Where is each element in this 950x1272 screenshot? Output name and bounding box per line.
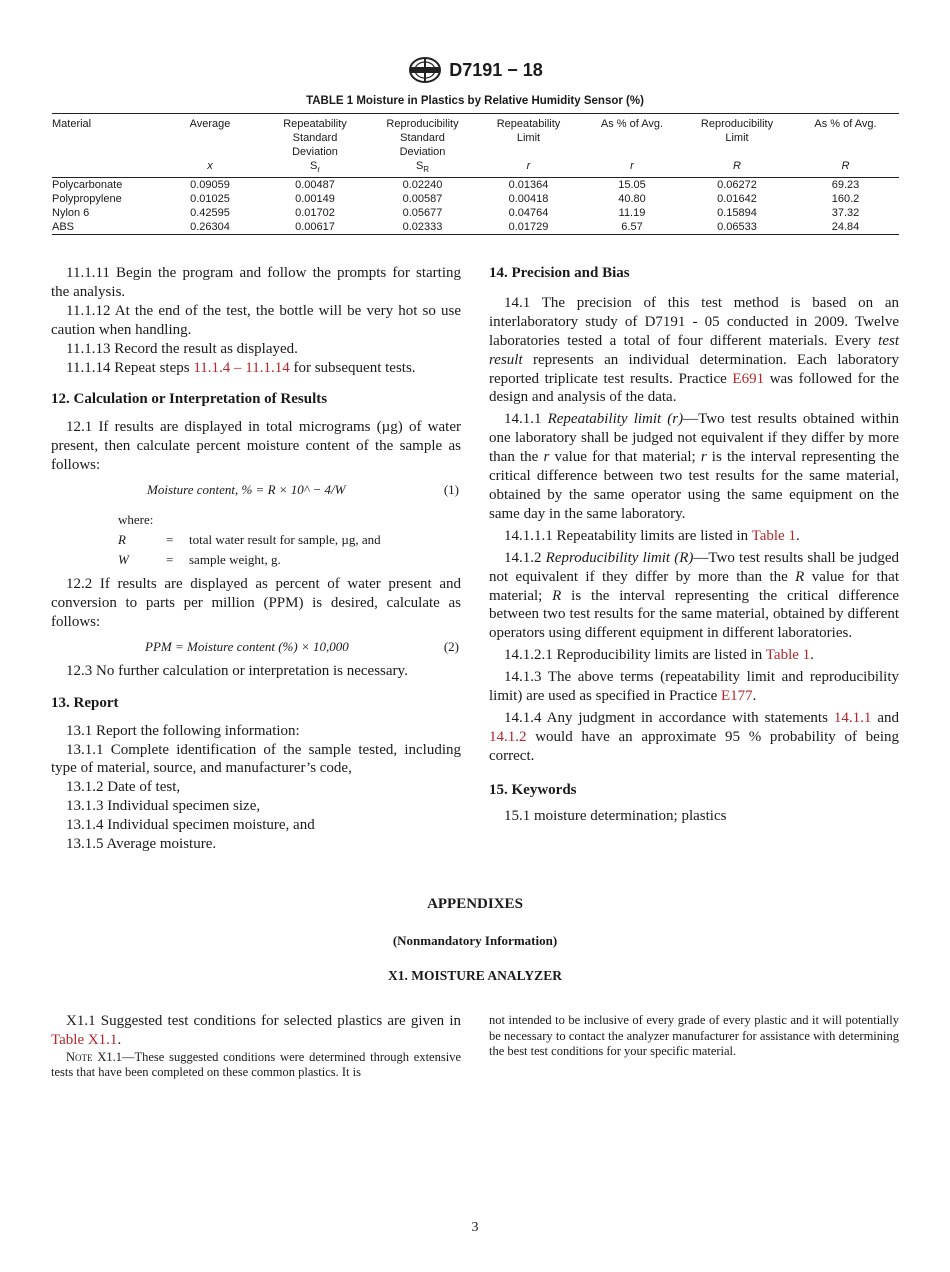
table-header-line: Deviation	[399, 146, 446, 158]
para-14-1-1-1-tail: .	[795, 527, 800, 544]
para-12-3: 12.3 No further calculation or interpretation is necessary.	[66, 662, 408, 679]
table-header-line: Limit	[516, 132, 541, 144]
equation-1-number: (1)	[443, 482, 459, 498]
table-symbol-cell: r	[475, 159, 582, 178]
table-cell: 0.01702	[295, 207, 335, 220]
table-symbol-cell: $S_r$	[260, 159, 370, 178]
section-14-heading: 14. Precision and Bias	[489, 265, 630, 281]
term-reproducibility-limit: Reproducibility limit (R)	[545, 549, 694, 566]
table-cell: 15.05	[618, 179, 646, 192]
table-row	[52, 220, 899, 235]
equation-2-expression: PPM = Moisture content (%) × 10,000	[145, 638, 349, 654]
para-12-2: 12.2 If results are displayed as percent of water present and conversion to parts per million (PPM) is desired, calculate as follows:	[51, 576, 461, 630]
table-row	[52, 178, 899, 193]
symbol-r: r	[543, 449, 550, 466]
table-header-cell	[52, 114, 160, 160]
para-14-1-2	[489, 549, 899, 644]
section-12-heading: 12. Calculation or Interpretation of Results	[51, 391, 328, 408]
equation-1-expression: Moisture content, % = R × 10^ − 4/W	[147, 482, 346, 498]
table-row	[52, 192, 899, 206]
table-header-line: Standard	[292, 132, 338, 144]
table-cell: 0.01642	[717, 193, 757, 206]
appendix-left-column	[51, 1012, 461, 1081]
appendix-x1-heading: X1. MOISTURE ANALYZER	[388, 968, 562, 983]
para-11-1-13: 11.1.13 Record the result as displayed.	[66, 340, 298, 357]
para-14-1-4	[489, 709, 899, 766]
para-12-1: 12.1 If results are displayed in total micrograms (µg) of water present, then calculate percent moisture content of the sample as follows:	[51, 419, 461, 474]
table-cell: Polypropylene	[52, 193, 122, 206]
table-cell: 6.57	[582, 220, 682, 235]
table-cell: 0.04764	[508, 207, 549, 220]
page-header	[0, 56, 950, 84]
para-14-1-1-text-b: value for that material;	[549, 449, 701, 466]
table-symbol-cell: R	[792, 159, 899, 178]
note-x1-1	[51, 1050, 461, 1081]
para-14-1-1-1	[489, 527, 899, 546]
para-11-1-11: 11.1.11 Begin the program and follow the prompts for starting the analysis.	[51, 265, 461, 300]
table-header-cell	[792, 114, 899, 160]
note-text: X1.1—These suggested conditions were determined through extensive tests that have been completed on these common plastics. It is	[51, 1049, 461, 1080]
table-cell: 160.2	[831, 193, 860, 206]
para-14-1-2-num: 14.1.2	[504, 549, 546, 566]
where-definition: total water result for sample, µg, and	[189, 532, 381, 548]
document-designation: D7191 − 18	[449, 59, 543, 80]
equation-2-number: (2)	[443, 638, 459, 654]
where-block	[51, 510, 461, 570]
table-header-line: Standard	[400, 132, 445, 144]
table-caption: TABLE 1 Moisture in Plastics by Relative Humidity Sensor (%)	[306, 95, 644, 107]
para-13-1-5: 13.1.5 Average moisture.	[66, 836, 217, 853]
para-14-1-1-text-c: is the interval representing the critical difference between two test results for the same material, obtained by the same operator using the same equipment on the same day in the same laboratory.	[489, 449, 899, 522]
table-header-line: Limit	[725, 132, 749, 144]
where-symbol: R	[118, 532, 126, 548]
left-column	[51, 264, 461, 854]
symbol-R: R	[795, 568, 805, 585]
para-14-1-3-text: 14.1.3 The above terms (repeatability limit and reproducibility limit) are used as specified in Practice	[489, 669, 899, 705]
table-cell: 0.15894	[717, 207, 757, 220]
where-equals: =	[166, 532, 174, 548]
table-cell: 40.80	[618, 193, 646, 206]
table-header-line: As % of Avg.	[600, 118, 664, 130]
para-11-1-12: 11.1.12 At the end of the test, the bottle will be very hot so use caution when handling.	[51, 302, 461, 338]
appendixes-title: APPENDIXES	[427, 896, 523, 912]
para-11-1-14-text: 11.1.14 Repeat steps	[66, 359, 194, 376]
para-14-1-2-1-text: 14.1.2.1 Reproducibility limits are listed in	[504, 647, 766, 664]
link-table-1[interactable]: Table 1	[765, 647, 811, 664]
symbol-r: r	[700, 449, 707, 466]
para-11-1-14-tail: for subsequent tests.	[289, 359, 416, 376]
para-x1-1-text: X1.1 Suggested test conditions for selected plastics are given in	[66, 1013, 461, 1029]
table-cell: Polycarbonate	[52, 179, 123, 192]
table-cell: 0.01364	[508, 179, 549, 192]
para-14-1-2-text-b: value for that material;	[489, 568, 899, 604]
para-14-1-3-tail: .	[752, 688, 757, 705]
table-cell: 0.09059	[190, 179, 230, 192]
para-13-1-2: 13.1.2 Date of test,	[66, 779, 181, 796]
table-header-line: Repeatability	[496, 118, 561, 130]
para-13-1-4: 13.1.4 Individual specimen moisture, and	[66, 817, 315, 834]
table-header-line: Deviation	[292, 146, 338, 158]
table-cell: 0.06272	[717, 179, 757, 192]
equation-2	[51, 638, 461, 657]
para-x1-1-tail: .	[117, 1031, 122, 1048]
table-header-line: As % of Avg.	[814, 118, 877, 130]
para-14-1-1	[489, 410, 899, 523]
para-14-1-1-num: 14.1.1	[504, 411, 548, 428]
table-body	[52, 178, 899, 235]
link-14-1-1[interactable]: 14.1.1	[833, 709, 872, 726]
table-cell: 37.32	[831, 207, 860, 220]
para-11-1-14	[51, 359, 461, 378]
table-cell: 69.23	[831, 179, 860, 192]
link-table-1[interactable]: Table 1	[751, 527, 796, 544]
para-14-1-2-text-c: is the interval representing the critical difference between two test results for the same material, obtained by different operators using different equipment in different laboratories.	[489, 587, 899, 642]
table-symbol-cell: $S_R$	[370, 159, 475, 178]
link-table-x1-1[interactable]: Table X1.1	[51, 1031, 118, 1048]
symbol-R: R	[552, 587, 562, 604]
table-cell: Nylon 6	[52, 207, 90, 220]
table-cell: 0.42595	[190, 207, 230, 220]
para-14-1-1-1-text: 14.1.1.1 Repeatability limits are listed in	[504, 527, 752, 544]
table-header-line: Reproducibility	[700, 118, 774, 130]
para-14-1-1-text: —Two test results obtained within one laboratory shall be judged not equivalent if they differ by more than the	[489, 411, 899, 466]
table-header-row	[52, 114, 899, 160]
where-equals: =	[166, 552, 174, 568]
link-e691[interactable]: E691	[732, 370, 765, 387]
table-header-line: Average	[189, 118, 231, 130]
link-steps-11-1-4[interactable]: 11.1.4 – 11.1.14	[193, 359, 290, 376]
table-cell: 0.02333	[370, 220, 475, 235]
table-cell: 11.19	[618, 207, 646, 220]
table-header-line: Material	[52, 118, 92, 130]
table-symbol-cell: R	[682, 159, 792, 178]
para-14-1-text: 14.1 The precision of this test method is based on an interlaboratory study of D7191 - 05 conducted in 2009. Twelve laboratories tested a total of four different materials. Every	[489, 294, 899, 349]
para-13-1-1: 13.1.1 Complete identification of the sample tested, including type of material, source, and manufacturer’s code,	[51, 741, 461, 777]
moisture-table	[52, 113, 899, 235]
appendixes-subtitle: (Nonmandatory Information)	[392, 933, 558, 948]
term-test-result: test result	[489, 332, 899, 368]
note-continuation: not intended to be inclusive of every grade of every plastic and it will potentially be necessary to contact the analyzer manufacturer for assistance with determining the best test conditions for your specific material.	[489, 1013, 899, 1058]
para-13-1-3: 13.1.3 Individual specimen size,	[66, 798, 261, 815]
para-14-1-4-text: 14.1.4 Any judgment in accordance with statements	[504, 709, 834, 726]
para-14-1-2-1-tail: .	[810, 647, 814, 664]
table-header-cell	[160, 114, 260, 160]
section-13-heading: 13. Report	[51, 694, 119, 711]
para-14-1-2-text: —Two test results shall be judged not equivalent if they differ by more than the	[489, 549, 899, 585]
para-14-1-text-c: was followed for the design and analysis of the data.	[489, 370, 899, 406]
table-cell: 0.00149	[295, 193, 335, 206]
where-definition: sample weight, g.	[189, 552, 281, 568]
table-header-line: Reproducibility	[386, 118, 459, 130]
para-14-1-text-b: represents an individual determination. Each laboratory reported triplicate test results. Practice	[489, 351, 899, 387]
table-symbol-cell: r	[582, 159, 682, 178]
equation-1	[51, 481, 461, 500]
table-header-cell	[582, 114, 682, 160]
table-cell: 0.00487	[295, 179, 335, 192]
table-symbol-cell: x	[160, 159, 260, 178]
table-cell: 0.00418	[508, 193, 549, 206]
table-cell: 0.02240	[402, 179, 443, 192]
table-cell: 0.01025	[190, 193, 230, 206]
link-e177[interactable]: E177	[721, 688, 753, 705]
table-symbol-row	[52, 159, 899, 178]
table-row	[52, 206, 899, 220]
right-column	[489, 264, 899, 825]
where-row-r	[51, 530, 461, 550]
table-header-cell	[475, 114, 582, 160]
para-14-1-2-1	[489, 646, 899, 665]
term-repeatability-limit: Repeatability limit (r)	[547, 411, 684, 428]
astm-logo	[407, 56, 443, 84]
section-15-heading: 15. Keywords	[489, 781, 577, 798]
table-symbol-cell	[52, 159, 160, 178]
where-row-w	[51, 550, 461, 570]
table-cell: 0.00617	[260, 220, 370, 235]
table-cell: 0.06533	[682, 220, 792, 235]
para-14-1	[489, 294, 899, 407]
para-15-1: 15.1 moisture determination; plastics	[504, 807, 727, 824]
table-header-cell	[370, 114, 475, 160]
para-13-1: 13.1 Report the following information:	[66, 722, 300, 739]
para-14-1-3	[489, 668, 899, 706]
where-symbol: W	[118, 552, 129, 568]
para-14-1-4-tail: would have an approximate 95 % probability of being correct.	[489, 728, 899, 764]
table-cell: ABS	[52, 220, 160, 235]
page-number: 3	[471, 1220, 479, 1235]
table-header-line: Repeatability	[283, 118, 347, 130]
table-cell: 0.01729	[475, 220, 582, 235]
link-14-1-2[interactable]: 14.1.2	[489, 728, 527, 745]
note-label: Note	[66, 1049, 93, 1064]
para-14-1-4-and: and	[871, 709, 899, 726]
table-header-cell	[682, 114, 792, 160]
table-cell: 24.84	[792, 220, 899, 235]
table-cell: 0.05677	[402, 207, 443, 220]
table-cell: 0.26304	[160, 220, 260, 235]
table-header-cell	[260, 114, 370, 160]
where-label: where:	[118, 512, 154, 528]
para-x1-1	[51, 1012, 461, 1050]
table-cell: 0.00587	[402, 193, 443, 206]
